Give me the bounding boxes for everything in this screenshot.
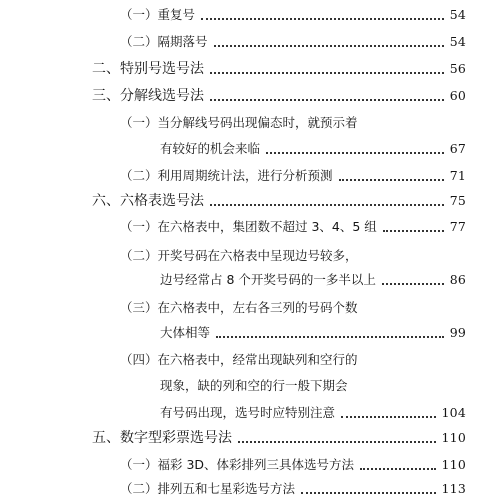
toc-section-label: 五、数字型彩票选号法 — [92, 430, 232, 446]
toc-entry-label: （四）在六格表中，经常出现缺列和空行的 — [120, 352, 358, 367]
toc-entry-continuation[interactable] — [160, 320, 466, 344]
toc-entry-continuation[interactable] — [160, 400, 466, 424]
toc-entry-label: 大体相等 — [160, 325, 211, 340]
toc-page-number: 99 — [449, 324, 466, 340]
toc-entry-label: 边号经常占 8 个开奖号码的一多半以上 — [160, 272, 376, 287]
toc-page-number: 86 — [449, 271, 466, 287]
dot-leader — [301, 490, 436, 494]
toc-entry-label: （二）排列五和七星彩选号方法 — [120, 481, 296, 496]
toc-page-number: 67 — [449, 140, 466, 156]
toc-entry-continuation[interactable] — [160, 136, 466, 160]
toc-entry-label: （一）重复号 — [120, 7, 196, 22]
toc-entry-cycle-statistics[interactable] — [120, 163, 466, 187]
toc-entry-label: 有号码出现，选号时应特别注意 — [160, 405, 336, 420]
toc-entry-group-count[interactable] — [120, 214, 466, 238]
toc-section-label: 三、分解线选号法 — [92, 88, 204, 104]
toc-entry-label: （一）在六格表中，集团数不超过 3、4、5 组 — [120, 219, 377, 234]
toc-entry-label: （二）开奖号码在六格表中呈现边号较多， — [120, 248, 358, 263]
dot-leader — [216, 334, 444, 338]
dot-leader — [238, 439, 436, 443]
toc-page-number: 60 — [449, 87, 466, 103]
dot-leader — [339, 177, 444, 181]
toc-entry-continuation[interactable] — [160, 373, 466, 397]
toc-entry-alternate-period[interactable] — [120, 29, 466, 53]
toc-entry-repeat-number[interactable] — [120, 2, 466, 26]
dot-leader — [210, 70, 444, 74]
dot-leader — [266, 150, 444, 154]
dot-leader — [210, 202, 444, 206]
toc-entry-split-line-offset[interactable] — [120, 110, 466, 134]
dot-leader — [360, 466, 435, 470]
toc-entry-label: （一）福彩 3D、体彩排列三具体选号方法 — [120, 457, 355, 472]
dot-leader — [214, 43, 444, 47]
dot-leader — [383, 228, 444, 232]
toc-entry-label: 有较好的机会来临 — [160, 141, 261, 156]
toc-section-split-line[interactable] — [92, 83, 466, 107]
toc-section-label: 二、特别号选号法 — [92, 61, 204, 77]
toc-entry-edge-numbers[interactable] — [120, 243, 466, 267]
toc-page-number: 77 — [449, 218, 466, 234]
dot-leader — [382, 281, 444, 285]
toc-entry-left-right-columns[interactable] — [120, 295, 466, 319]
dot-leader — [341, 414, 436, 418]
toc-entry-missing-columns[interactable] — [120, 347, 466, 371]
toc-entry-label: （三）在六格表中，左右各三列的号码个数 — [120, 300, 358, 315]
toc-entry-label: （一）当分解线号码出现偏态时，就预示着 — [120, 115, 358, 130]
toc-section-digital-lottery[interactable] — [92, 425, 466, 449]
toc-page-number: 54 — [449, 6, 466, 22]
toc-entry-label: （二）利用周期统计法，进行分析预测 — [120, 168, 333, 183]
toc-entry-3d-pick3[interactable] — [120, 452, 466, 476]
toc-entry-label: （二）隔期落号 — [120, 34, 208, 49]
dot-leader — [210, 97, 444, 101]
toc-entry-pick5-seven-star[interactable] — [120, 476, 466, 500]
toc-page-number: 56 — [449, 60, 466, 76]
toc-page-number: 54 — [449, 33, 466, 49]
toc-section-label: 六、六格表选号法 — [92, 193, 204, 209]
toc-entry-label: 现象，缺的列和空的行一般下期会 — [160, 378, 348, 393]
toc-page-number: 104 — [441, 404, 466, 420]
toc-page-number: 110 — [441, 429, 466, 445]
dot-leader — [201, 16, 444, 20]
toc-page-number: 75 — [449, 192, 466, 208]
toc-section-special-number[interactable] — [92, 56, 466, 80]
toc-entry-continuation[interactable] — [160, 267, 466, 291]
toc-page-number: 113 — [441, 480, 466, 496]
toc-page-number: 71 — [449, 167, 466, 183]
toc-page-number: 110 — [441, 456, 466, 472]
toc-section-six-grid[interactable] — [92, 188, 466, 212]
